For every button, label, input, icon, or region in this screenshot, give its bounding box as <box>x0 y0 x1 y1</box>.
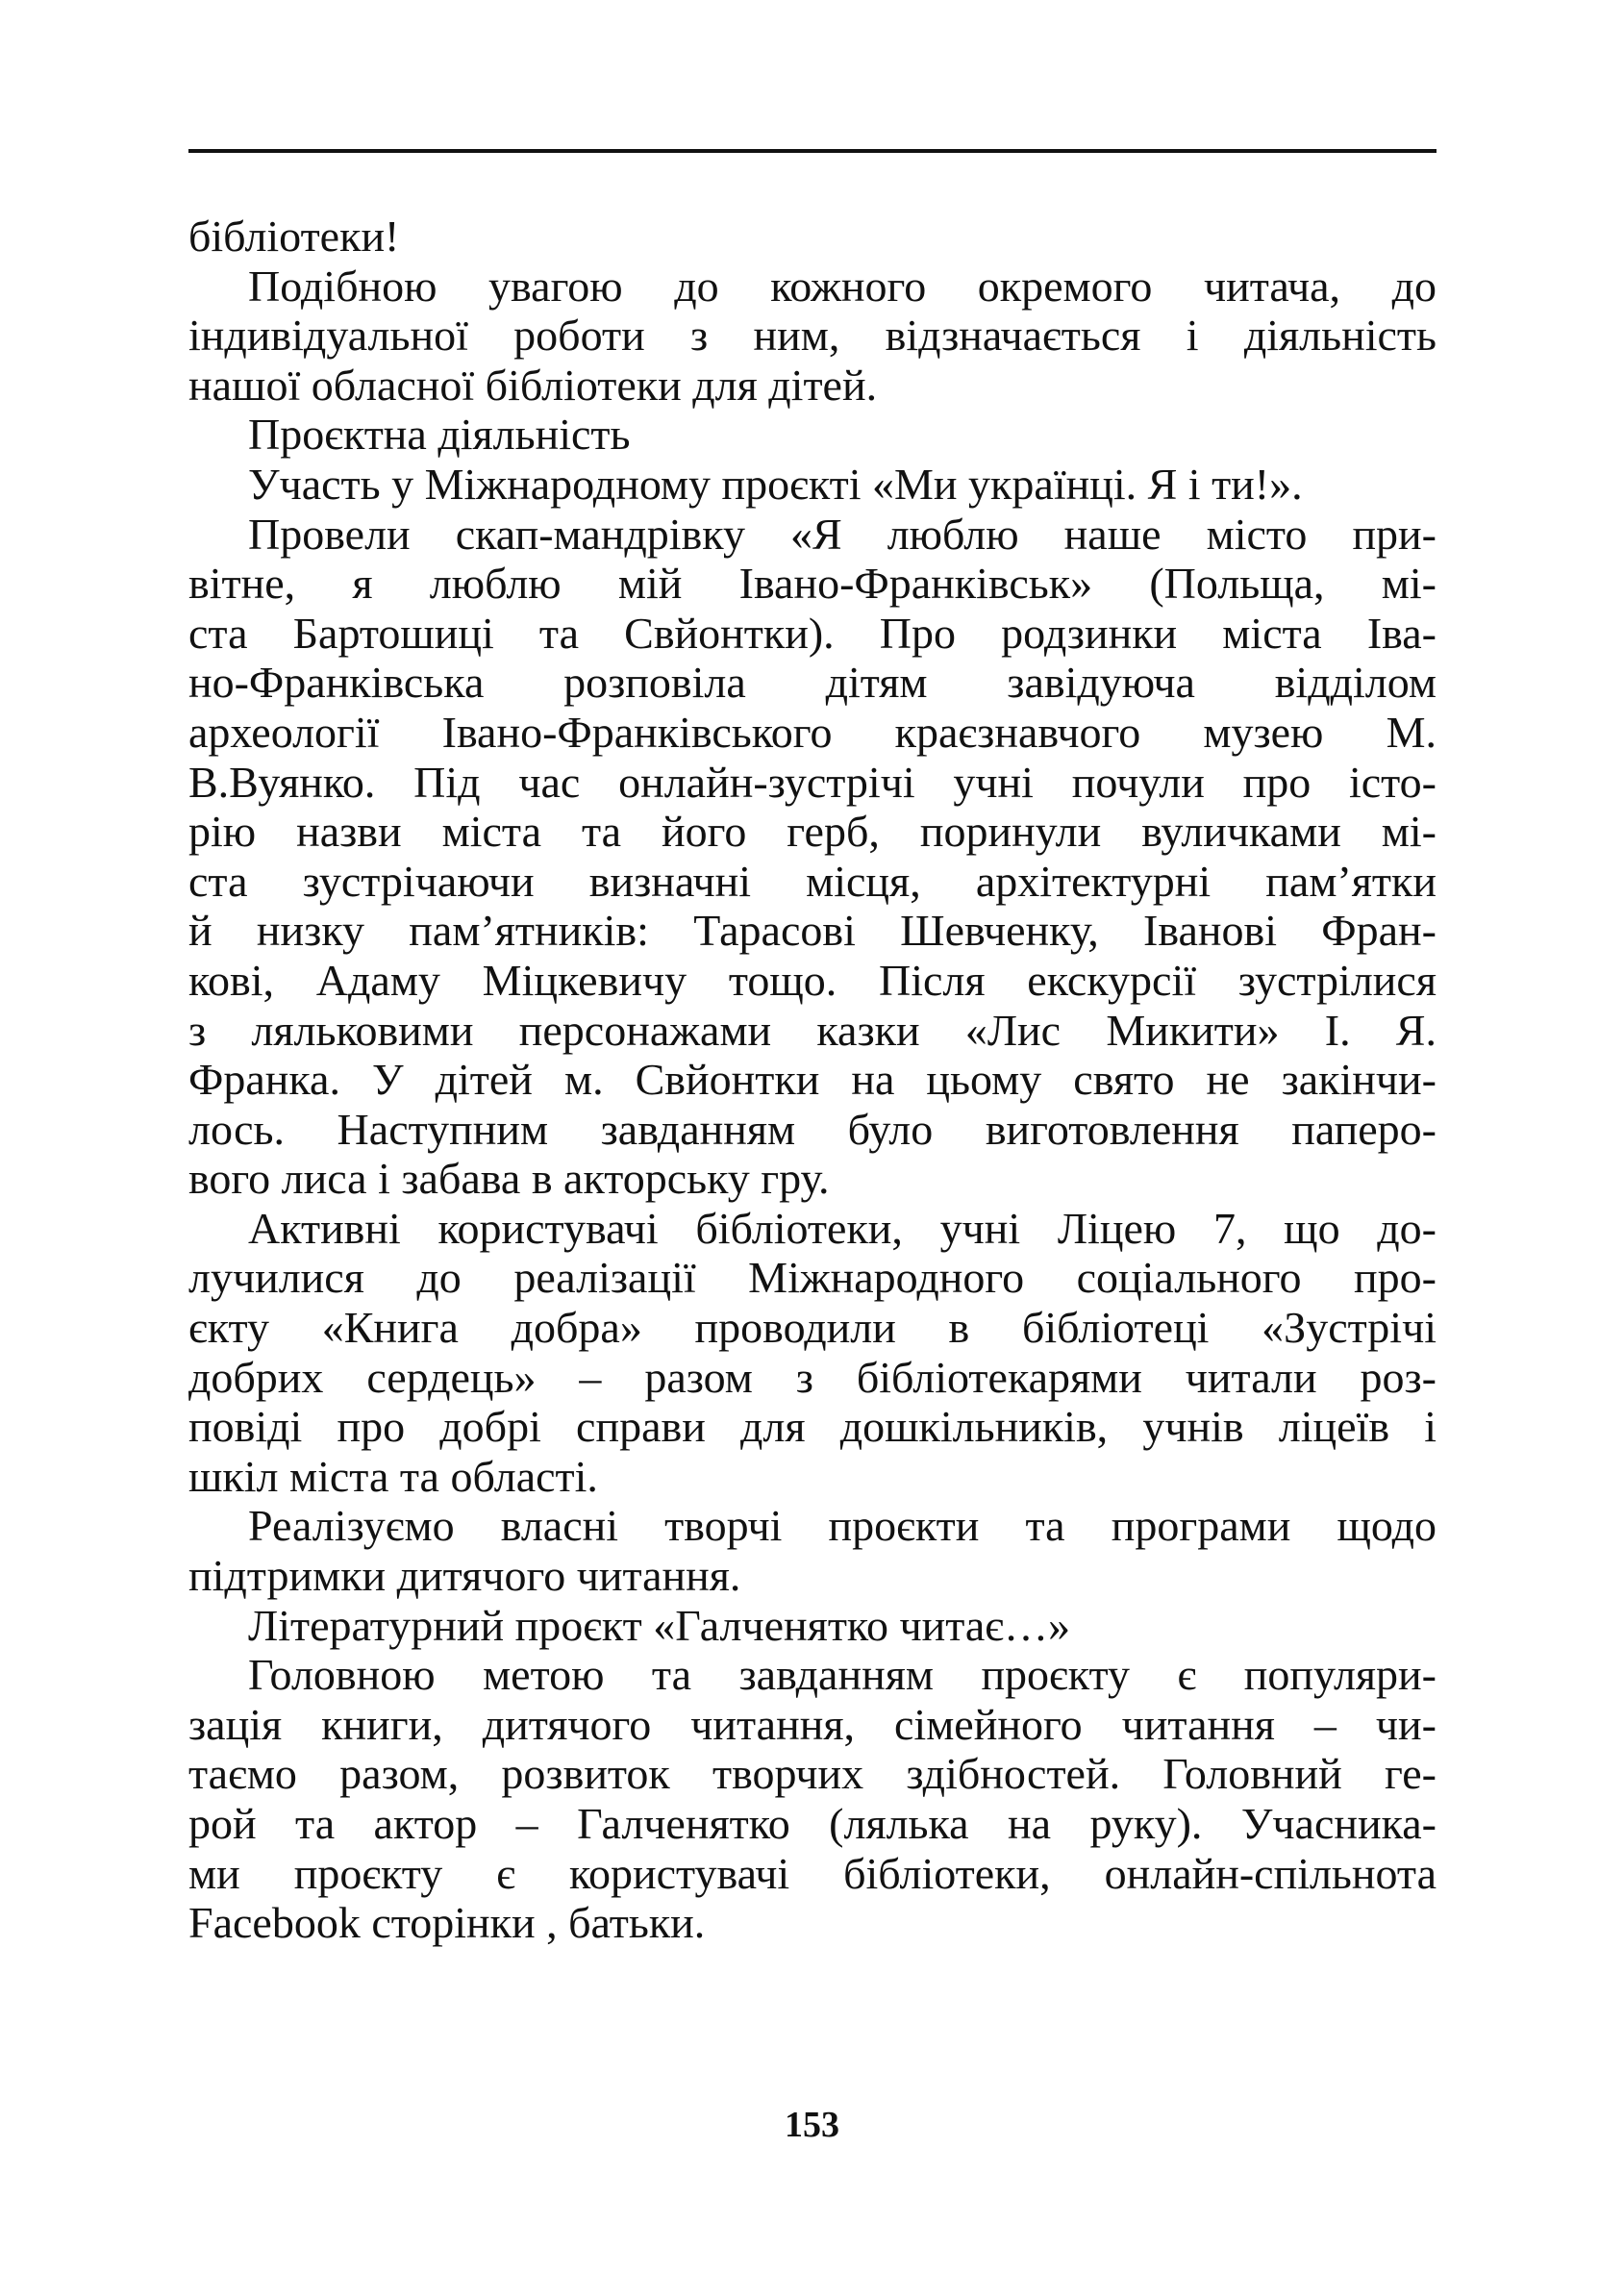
text-line: ми проєкту є користувачі бібліотеки, онлайн-спільнота <box>188 1848 1437 1898</box>
text-line: Facebook сторінки , батьки. <box>188 1898 706 1948</box>
text-line: ста зустрічаючи визначні місця, архітектурні пам’ятки <box>188 856 1437 906</box>
page-body <box>188 212 1437 1948</box>
text-line: вітне, я люблю мій Івано-Франківськ» (Польща, мі- <box>188 559 1437 609</box>
text-line: Головною метою та завданням проєкту є популяри- <box>248 1650 1437 1700</box>
text-line: Провели скап-мандрівку «Я люблю наше місто при- <box>248 509 1437 559</box>
text-line: й низку пам’ятників: Тарасові Шевченку, Іванові Фран- <box>188 906 1437 956</box>
text-line: нашої обласної бібліотеки для дітей. <box>188 360 878 410</box>
text-line: добрих сердець» – разом з бібліотекарями читали роз- <box>188 1352 1437 1402</box>
text-line: рію назви міста та його герб, поринули вуличками мі- <box>188 807 1437 857</box>
text-line: з ляльковими персонажами казки «Лис Микити» І. Я. <box>188 1005 1437 1055</box>
text-line: лучилися до реалізації Міжнародного соціального про- <box>188 1253 1437 1303</box>
text-line: Франка. У дітей м. Свйонтки на цьому свято не закінчи- <box>188 1055 1437 1105</box>
section-heading: Проєктна діяльність <box>248 410 631 460</box>
page-number: 153 <box>785 2105 839 2145</box>
text-line: Подібною увагою до кожного окремого читача, до <box>248 261 1437 311</box>
text-line: но-Франківська розповіла дітям завідуюча відділом <box>188 658 1437 708</box>
text-line: вого лиса і забава в акторську гру. <box>188 1154 830 1204</box>
text-line: єкту «Книга добра» проводили в бібліотеці «Зустрічі <box>188 1303 1437 1353</box>
text-line: лось. Наступним завданням було виготовлення паперо- <box>188 1104 1437 1154</box>
text-line: індивідуальної роботи з ним, відзначається і діяльність <box>188 311 1437 361</box>
text-line: археології Івано-Франківського краєзнавчого музею М. <box>188 707 1437 757</box>
text-line: рой та актор – Галченятко (лялька на руку). Учасника- <box>188 1799 1437 1848</box>
text-line: бібліотеки! <box>188 212 400 261</box>
text-line: шкіл міста та області. <box>188 1451 598 1501</box>
text-line: підтримки дитячого читання. <box>188 1551 741 1601</box>
text-line: ста Бартошиці та Свйонтки). Про родзинки міста Іва- <box>188 608 1437 658</box>
text-line: таємо разом, розвиток творчих здібностей. Головний ге- <box>188 1749 1437 1799</box>
header-rule <box>188 149 1437 153</box>
section-heading: Літературний проєкт «Галченятко читає…» <box>248 1600 1071 1650</box>
text-line: Участь у Міжнародному проєкті «Ми українці. Я і ти!». <box>248 459 1303 509</box>
text-line: Активні користувачі бібліотеки, учні Ліцею 7, що до- <box>248 1203 1437 1253</box>
text-line: кові, Адаму Міцкевичу тощо. Після екскурсії зустрілися <box>188 955 1437 1005</box>
text-line: В.Вуянко. Під час онлайн-зустрічі учні почули про істо- <box>188 757 1437 807</box>
text-line: зація книги, дитячого читання, сімейного читання – чи- <box>188 1699 1437 1749</box>
text-line: Реалізуємо власні творчі проєкти та програми щодо <box>248 1501 1437 1551</box>
text-line: повіді про добрі справи для дошкільників, учнів ліцеїв і <box>188 1402 1437 1452</box>
